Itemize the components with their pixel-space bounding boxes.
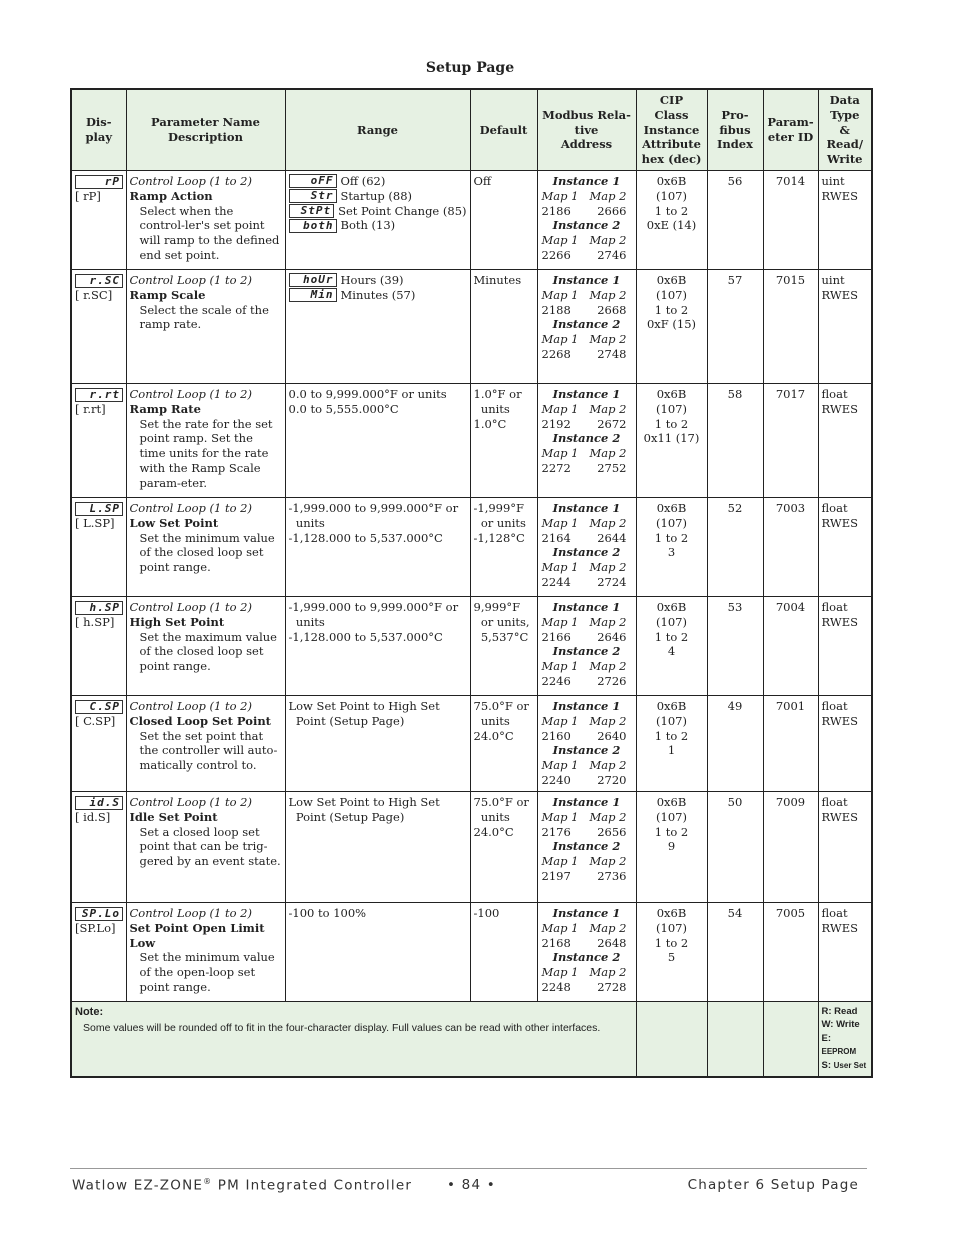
table-row xyxy=(71,902,872,1001)
display-code: [ rP] xyxy=(75,188,101,203)
cip-cell xyxy=(636,383,707,497)
data-type-cell xyxy=(818,170,872,269)
instance-label: Instance 1 xyxy=(552,905,621,920)
data-type-cell xyxy=(818,596,872,695)
cip-value: 0x6B (107) 1 to 2 1 xyxy=(654,698,689,758)
param-id-cell xyxy=(763,269,818,383)
parameter-scope: Control Loop (1 to 2) xyxy=(129,173,252,188)
parameter-scope: Control Loop (1 to 2) xyxy=(129,500,252,515)
profibus-index: 53 xyxy=(727,599,743,614)
cip-cell xyxy=(636,170,707,269)
note-empty-profibus xyxy=(707,1001,763,1077)
profibus-index: 54 xyxy=(727,905,743,920)
data-type: float RWES xyxy=(821,386,858,416)
display-cell xyxy=(71,902,126,1001)
default-cell xyxy=(470,596,537,695)
instance-label: Instance 2 xyxy=(552,317,621,332)
cip-cell xyxy=(636,497,707,596)
range-option-text: Set Point Change (85) xyxy=(338,203,467,218)
map1-address: 2176 xyxy=(541,824,571,839)
map-values xyxy=(541,630,633,645)
range-option-text: Startup (88) xyxy=(340,188,413,203)
instance-label: Instance 1 xyxy=(552,794,621,809)
col-header-range: Range xyxy=(285,89,470,170)
profibus-cell xyxy=(707,902,763,1001)
lcd-display-icon: C.SP xyxy=(75,700,123,714)
parameter-scope: Control Loop (1 to 2) xyxy=(129,905,252,920)
map-values xyxy=(541,869,633,884)
parameter-description: Set the minimum value of the closed loop set point range. xyxy=(139,530,275,575)
instance-label: Instance 2 xyxy=(552,431,621,446)
parameter-cell xyxy=(126,902,285,1001)
data-type: float RWES xyxy=(821,500,858,530)
display-cell xyxy=(71,170,126,269)
range-option xyxy=(289,273,467,288)
range-text: Low Set Point to High Set Point (Setup Page) xyxy=(288,794,440,824)
map-values xyxy=(541,773,633,788)
parameter-cell xyxy=(126,596,285,695)
map1-address: 2266 xyxy=(541,247,571,262)
map-labels: Map 1 Map 2 xyxy=(541,614,627,629)
default-cell xyxy=(470,695,537,791)
map-values xyxy=(541,461,633,476)
profibus-index: 57 xyxy=(727,272,743,287)
col-header-data-type: Data Type & Read/ Write xyxy=(818,89,872,170)
parameter-scope: Control Loop (1 to 2) xyxy=(129,272,252,287)
map2-address: 2646 xyxy=(597,629,627,644)
parameter-description: Select the scale of the ramp rate. xyxy=(139,302,269,332)
cip-value: 0x6B (107) 1 to 2 5 xyxy=(654,905,689,965)
profibus-index: 58 xyxy=(727,386,743,401)
table-row xyxy=(71,596,872,695)
display-cell xyxy=(71,269,126,383)
data-type-cell xyxy=(818,695,872,791)
default-value: -1,999°F or units -1,128°C xyxy=(473,500,526,545)
note-row xyxy=(71,1001,872,1077)
map-labels: Map 1 Map 2 xyxy=(541,446,627,461)
cip-cell xyxy=(636,695,707,791)
parameter-description: Set the set point that the controller will auto-matically control to. xyxy=(139,728,278,773)
map2-address: 2736 xyxy=(597,868,627,883)
map2-address: 2720 xyxy=(597,772,627,787)
map1-address: 2192 xyxy=(541,416,571,431)
map-values xyxy=(541,531,633,546)
parameter-cell xyxy=(126,383,285,497)
map-values xyxy=(541,417,633,432)
cip-value: 0x6B (107) 1 to 2 9 xyxy=(654,794,689,854)
map-labels: Map 1 Map 2 xyxy=(541,188,627,203)
col-header-default: Default xyxy=(470,89,537,170)
legend-write: W: Write xyxy=(821,1019,860,1031)
range-cell xyxy=(285,497,470,596)
cip-value: 0x6B (107) 1 to 2 4 xyxy=(654,599,689,659)
map-labels: Map 1 Map 2 xyxy=(541,965,627,980)
map2-address: 2640 xyxy=(597,728,627,743)
range-option xyxy=(289,189,467,204)
range-option-text: Both (13) xyxy=(340,218,396,233)
param-id-cell xyxy=(763,596,818,695)
lcd-display-icon: StPt xyxy=(289,204,335,218)
range-text: Low Set Point to High Set Point (Setup Page) xyxy=(288,698,440,728)
map-labels: Map 1 Map 2 xyxy=(541,560,627,575)
col-header-profibus: Pro- fibus Index xyxy=(707,89,763,170)
parameter-description: Select when the control-ler's set point will ramp to the defined end set point. xyxy=(139,203,280,262)
map1-address: 2268 xyxy=(541,346,571,361)
data-type-cell xyxy=(818,497,872,596)
param-id-cell xyxy=(763,170,818,269)
data-type: float RWES xyxy=(821,599,858,629)
col-header-parameter: Parameter Name Description xyxy=(126,89,285,170)
display-code: [ r.rt] xyxy=(75,401,106,416)
instance-label: Instance 2 xyxy=(552,545,621,560)
profibus-cell xyxy=(707,269,763,383)
map2-address: 2748 xyxy=(597,346,627,361)
cip-cell xyxy=(636,596,707,695)
modbus-cell xyxy=(537,170,636,269)
param-id-cell xyxy=(763,497,818,596)
map-values xyxy=(541,936,633,951)
range-cell xyxy=(285,383,470,497)
default-cell xyxy=(470,383,537,497)
default-cell xyxy=(470,269,537,383)
default-value: Minutes xyxy=(473,272,522,287)
lcd-display-icon: h.SP xyxy=(75,601,123,615)
note-empty-cip xyxy=(636,1001,707,1077)
profibus-index: 49 xyxy=(727,698,743,713)
profibus-cell xyxy=(707,791,763,902)
display-code: [SP.Lo] xyxy=(75,920,116,935)
col-header-param-id: Param- eter ID xyxy=(763,89,818,170)
map-values xyxy=(541,204,633,219)
modbus-cell xyxy=(537,497,636,596)
data-type: float RWES xyxy=(821,698,858,728)
profibus-index: 50 xyxy=(727,794,743,809)
range-cell xyxy=(285,695,470,791)
parameter-cell xyxy=(126,695,285,791)
param-id-cell xyxy=(763,791,818,902)
param-id-cell xyxy=(763,695,818,791)
parameter-id: 7005 xyxy=(775,905,806,920)
lcd-display-icon: oFF xyxy=(289,174,337,188)
col-header-cip: CIP Class Instance Attribute hex (dec) xyxy=(636,89,707,170)
instance-label: Instance 2 xyxy=(552,743,621,758)
parameter-description: Set the rate for the set point ramp. Set the time units for the rate with the Ramp Scale param-eter. xyxy=(139,416,273,490)
map1-address: 2197 xyxy=(541,868,571,883)
parameter-id: 7004 xyxy=(775,599,806,614)
instance-label: Instance 1 xyxy=(552,386,621,401)
lcd-display-icon: Str xyxy=(289,189,337,203)
parameter-cell xyxy=(126,497,285,596)
map1-address: 2166 xyxy=(541,629,571,644)
parameter-cell xyxy=(126,269,285,383)
profibus-cell xyxy=(707,695,763,791)
map1-address: 2244 xyxy=(541,574,571,589)
range-text: -1,999.000 to 9,999.000°F or units -1,128.000 to 5,537.000°C xyxy=(288,500,459,545)
data-type: uint RWES xyxy=(821,173,858,203)
map1-address: 2160 xyxy=(541,728,571,743)
range-cell xyxy=(285,269,470,383)
parameter-id: 7014 xyxy=(775,173,806,188)
map2-address: 2672 xyxy=(597,416,627,431)
map-values xyxy=(541,729,633,744)
data-type-cell xyxy=(818,269,872,383)
display-cell xyxy=(71,791,126,902)
display-code: [ C.SP] xyxy=(75,713,116,728)
data-type-cell xyxy=(818,791,872,902)
lcd-display-icon: both xyxy=(289,219,337,233)
range-option-text: Off (62) xyxy=(340,173,386,188)
default-value: 1.0°F or units 1.0°C xyxy=(473,386,522,431)
map-values xyxy=(541,980,633,995)
range-cell xyxy=(285,791,470,902)
col-header-display: Dis- play xyxy=(71,89,126,170)
parameter-id: 7003 xyxy=(775,500,806,515)
data-type: float RWES xyxy=(821,905,858,935)
map2-address: 2644 xyxy=(597,530,627,545)
modbus-cell xyxy=(537,902,636,1001)
footer-product: Watlow EZ-ZONE® PM Integrated Controller xyxy=(72,1177,413,1194)
map2-address: 2648 xyxy=(597,935,627,950)
profibus-cell xyxy=(707,170,763,269)
modbus-cell xyxy=(537,695,636,791)
range-cell xyxy=(285,170,470,269)
display-code: [ id.S] xyxy=(75,809,111,824)
note-title: Note: xyxy=(75,1005,104,1018)
table-row xyxy=(71,695,872,791)
default-value: 9,999°F or units, 5,537°C xyxy=(473,599,530,644)
map1-address: 2240 xyxy=(541,772,571,787)
legend-eeprom: E: EEPROM xyxy=(821,1032,857,1057)
parameter-name: Ramp Action xyxy=(129,188,213,203)
map-values xyxy=(541,575,633,590)
page-title: Setup Page xyxy=(425,60,515,76)
parameter-name: Low Set Point xyxy=(129,515,219,530)
parameter-scope: Control Loop (1 to 2) xyxy=(129,599,252,614)
note-empty-param-id xyxy=(763,1001,818,1077)
table-row xyxy=(71,791,872,902)
default-value: 75.0°F or units 24.0°C xyxy=(473,698,529,743)
map-values xyxy=(541,825,633,840)
parameter-id: 7009 xyxy=(775,794,806,809)
map-labels: Map 1 Map 2 xyxy=(541,287,627,302)
modbus-cell xyxy=(537,596,636,695)
instance-label: Instance 1 xyxy=(552,500,621,515)
data-type-cell xyxy=(818,902,872,1001)
map1-address: 2168 xyxy=(541,935,571,950)
legend-user-set: S: User Set xyxy=(821,1059,867,1071)
map2-address: 2724 xyxy=(597,574,627,589)
rw-legend xyxy=(818,1001,872,1077)
parameter-name: Ramp Rate xyxy=(129,401,201,416)
map2-address: 2752 xyxy=(597,460,627,475)
range-option xyxy=(289,218,467,233)
lcd-display-icon: hoUr xyxy=(289,273,337,287)
map-labels: Map 1 Map 2 xyxy=(541,713,627,728)
instance-label: Instance 1 xyxy=(552,272,621,287)
table-row xyxy=(71,170,872,269)
footer-page-number: • 84 • xyxy=(447,1177,496,1193)
map1-address: 2186 xyxy=(541,203,571,218)
map-labels: Map 1 Map 2 xyxy=(541,854,627,869)
range-option-text: Minutes (57) xyxy=(340,287,416,302)
parameter-scope: Control Loop (1 to 2) xyxy=(129,698,252,713)
range-cell xyxy=(285,596,470,695)
display-cell xyxy=(71,497,126,596)
parameter-description: Set the minimum value of the open-loop set point range. xyxy=(139,950,275,994)
profibus-cell xyxy=(707,383,763,497)
table-header-row xyxy=(71,89,872,170)
map-labels: Map 1 Map 2 xyxy=(541,233,627,248)
data-type: uint RWES xyxy=(821,272,858,302)
profibus-cell xyxy=(707,596,763,695)
profibus-cell xyxy=(707,497,763,596)
range-text: -100 to 100% xyxy=(288,905,367,920)
range-option xyxy=(289,204,467,219)
footer-divider xyxy=(70,1168,867,1169)
parameter-name: High Set Point xyxy=(129,614,225,629)
profibus-index: 56 xyxy=(727,173,743,188)
parameter-id: 7017 xyxy=(775,386,806,401)
map2-address: 2726 xyxy=(597,673,627,688)
map-values xyxy=(541,674,633,689)
legend-read: R: Read xyxy=(821,1005,858,1017)
instance-label: Instance 1 xyxy=(552,698,621,713)
profibus-index: 52 xyxy=(727,500,743,515)
map2-address: 2746 xyxy=(597,247,627,262)
range-option xyxy=(289,288,467,303)
instance-label: Instance 2 xyxy=(552,644,621,659)
map-values xyxy=(541,347,633,362)
display-cell xyxy=(71,383,126,497)
modbus-cell xyxy=(537,383,636,497)
map-values xyxy=(541,248,633,263)
map-labels: Map 1 Map 2 xyxy=(541,758,627,773)
default-cell xyxy=(470,497,537,596)
instance-label: Instance 2 xyxy=(552,839,621,854)
parameter-id: 7015 xyxy=(775,272,806,287)
map1-address: 2188 xyxy=(541,302,571,317)
parameter-scope: Control Loop (1 to 2) xyxy=(129,386,252,401)
param-id-cell xyxy=(763,383,818,497)
data-type-cell xyxy=(818,383,872,497)
lcd-display-icon: rP xyxy=(75,175,123,189)
parameter-cell xyxy=(126,170,285,269)
map-labels: Map 1 Map 2 xyxy=(541,809,627,824)
default-value: -100 xyxy=(473,905,500,920)
note-cell xyxy=(71,1001,636,1077)
param-id-cell xyxy=(763,902,818,1001)
cip-cell xyxy=(636,791,707,902)
parameter-scope: Control Loop (1 to 2) xyxy=(129,794,252,809)
parameter-name: Idle Set Point xyxy=(129,809,218,824)
parameter-description: Set the maximum value of the closed loop set point range. xyxy=(139,629,277,674)
cip-cell xyxy=(636,902,707,1001)
display-cell xyxy=(71,695,126,791)
map1-address: 2272 xyxy=(541,460,571,475)
map1-address: 2246 xyxy=(541,673,571,688)
parameter-name: Closed Loop Set Point xyxy=(129,713,271,728)
default-cell xyxy=(470,791,537,902)
range-option xyxy=(289,174,467,189)
lcd-display-icon: L.SP xyxy=(75,502,123,516)
modbus-cell xyxy=(537,269,636,383)
map-labels: Map 1 Map 2 xyxy=(541,659,627,674)
instance-label: Instance 1 xyxy=(552,599,621,614)
lcd-display-icon: SP.Lo xyxy=(75,907,123,921)
map2-address: 2656 xyxy=(597,824,627,839)
cip-value: 0x6B (107) 1 to 2 3 xyxy=(654,500,689,560)
cip-value: 0x6B (107) 1 to 2 0xF (15) xyxy=(646,272,697,332)
range-text: -1,999.000 to 9,999.000°F or units -1,128.000 to 5,537.000°C xyxy=(288,599,459,644)
table-row xyxy=(71,497,872,596)
data-type: float RWES xyxy=(821,794,858,824)
default-cell xyxy=(470,902,537,1001)
map1-address: 2248 xyxy=(541,979,571,994)
instance-label: Instance 2 xyxy=(552,218,621,233)
map2-address: 2668 xyxy=(597,302,627,317)
display-cell xyxy=(71,596,126,695)
map-labels: Map 1 Map 2 xyxy=(541,332,627,347)
instance-label: Instance 1 xyxy=(552,173,621,188)
table-row xyxy=(71,269,872,383)
table-row xyxy=(71,383,872,497)
map-labels: Map 1 Map 2 xyxy=(541,401,627,416)
display-code: [ r.SC] xyxy=(75,287,113,302)
map-labels: Map 1 Map 2 xyxy=(541,920,627,935)
lcd-display-icon: r.rt xyxy=(75,388,123,402)
cip-value: 0x6B (107) 1 to 2 0xE (14) xyxy=(646,173,697,233)
display-code: [ h.SP] xyxy=(75,614,115,629)
range-text: 0.0 to 9,999.000°F or units 0.0 to 5,555.000°C xyxy=(288,386,447,416)
col-header-modbus: Modbus Rela- tive Address xyxy=(537,89,636,170)
map2-address: 2666 xyxy=(597,203,627,218)
parameter-cell xyxy=(126,791,285,902)
default-cell xyxy=(470,170,537,269)
cip-cell xyxy=(636,269,707,383)
display-code: [ L.SP] xyxy=(75,515,115,530)
lcd-display-icon: r.SC xyxy=(75,274,123,288)
instance-label: Instance 2 xyxy=(552,950,621,965)
map1-address: 2164 xyxy=(541,530,571,545)
map2-address: 2728 xyxy=(597,979,627,994)
default-value: Off xyxy=(473,173,492,188)
setup-parameter-table xyxy=(70,88,873,1078)
lcd-display-icon: id.S xyxy=(75,796,123,810)
modbus-cell xyxy=(537,791,636,902)
map-values xyxy=(541,303,633,318)
range-cell xyxy=(285,902,470,1001)
note-text: Some values will be rounded off to fit in the four-character display. Full values can be read with other interfaces. xyxy=(83,1021,601,1034)
parameter-description: Set a closed loop set point that can be trig-gered by an event state. xyxy=(139,824,281,869)
map-labels: Map 1 Map 2 xyxy=(541,515,627,530)
parameter-name: Ramp Scale xyxy=(129,287,206,302)
parameter-id: 7001 xyxy=(775,698,806,713)
default-value: 75.0°F or units 24.0°C xyxy=(473,794,529,839)
cip-value: 0x6B (107) 1 to 2 0x11 (17) xyxy=(643,386,700,446)
lcd-display-icon: Min xyxy=(289,288,337,302)
footer-chapter: Chapter 6 Setup Page xyxy=(687,1177,859,1193)
range-option-text: Hours (39) xyxy=(340,272,404,287)
parameter-name: Set Point Open Limit Low xyxy=(129,920,265,950)
